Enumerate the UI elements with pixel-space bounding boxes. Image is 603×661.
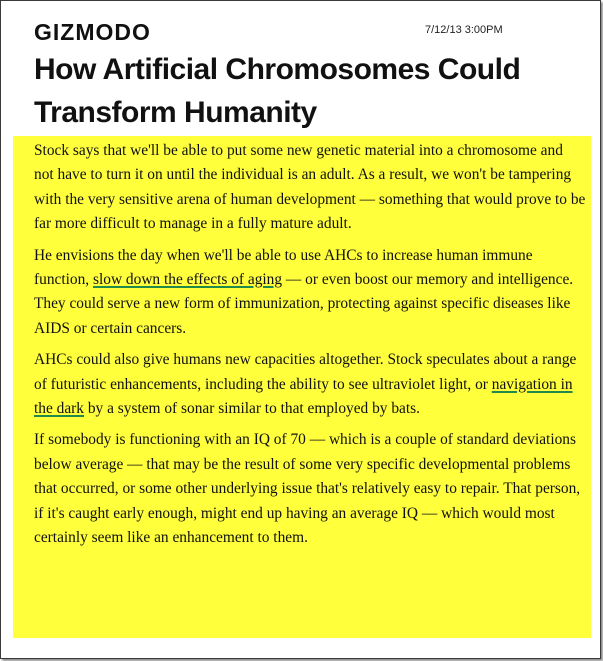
navigation-in-dark-link[interactable]: navigation in the dark — [34, 375, 573, 418]
publish-date: 7/12/13 3:00PM — [425, 24, 503, 36]
paragraph-4: If somebody is functioning with an IQ of 70 — which is a couple of standard deviations below average — that may be the result of some very specific developmental problems that occurred, or some other underlying issue that's relatively easy to repair. That person, if it's caught early enough, might end up having an average IQ — which would most certainly seem like an enhancement to them. — [34, 431, 581, 547]
site-logo[interactable]: GIZMODO — [34, 19, 151, 45]
article-title: How Artificial Chromosomes Could Transform Humanity — [34, 53, 521, 129]
aging-link[interactable]: slow down the effects of aging — [93, 271, 283, 289]
paragraph-2-text-start: He envisions the day when we'll be able to use AHCs to increase human immune function, — [34, 246, 533, 289]
paragraph-1: Stock says that we'll be able to put some new genetic material into a chromosome and not have to turn it on until the individual is an adult. As a result, we won't be tampering with the very sensitive arena of human development — something that would prove to be far more difficult to manage in a fully mature adult. — [34, 142, 586, 233]
paragraph-2 — [34, 244, 586, 342]
article-body — [34, 139, 586, 551]
paragraph-3-text-end: by a system of sonar similar to that employed by bats. — [84, 400, 420, 418]
paragraph-2-text-end: — or even boost our memory and intelligence. They could serve a new form of immunization, protecting against specific diseases like AIDS or certain cancers. — [34, 271, 574, 337]
paragraph-3 — [34, 348, 586, 421]
paragraph-3-text-start: AHCs could also give humans new capacities altogether. Stock speculates about a range of futuristic enhancements, including the ability to see ultraviolet light, or — [34, 351, 577, 393]
